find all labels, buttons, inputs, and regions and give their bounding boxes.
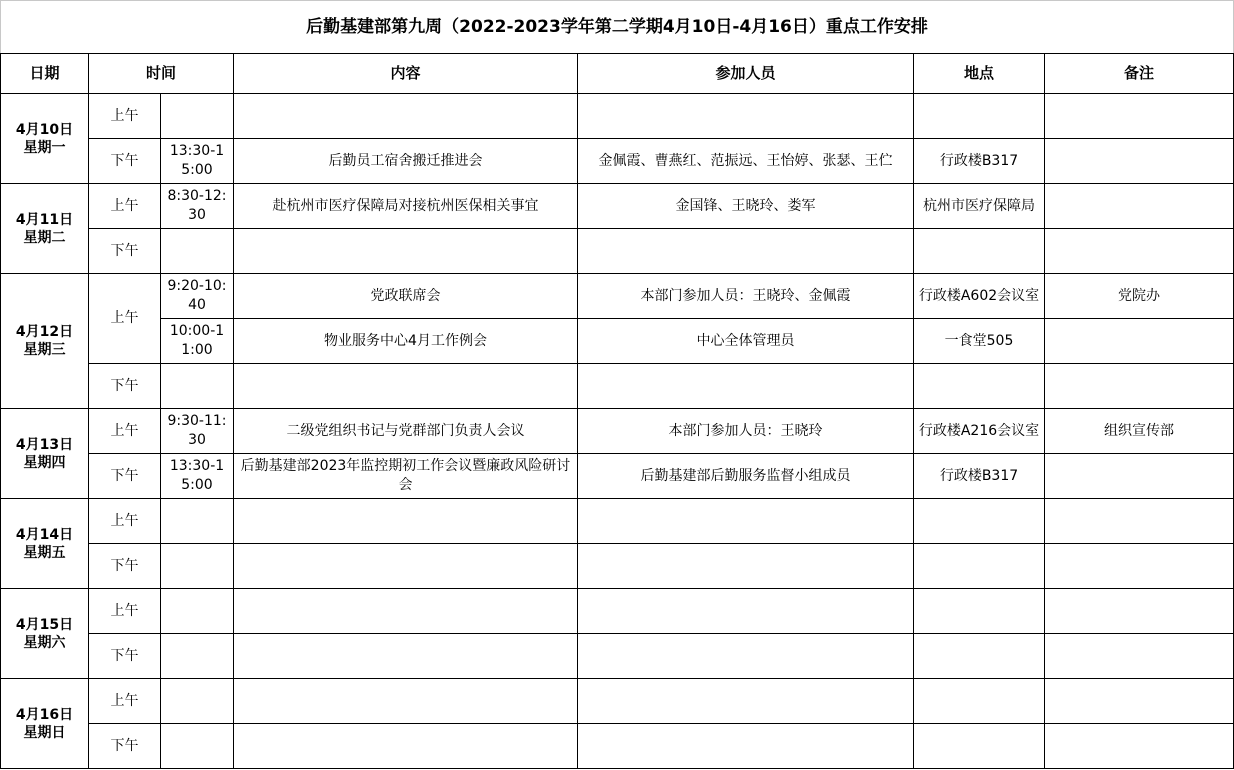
content-cell: 党政联席会 (234, 274, 578, 319)
place-cell (914, 679, 1045, 724)
people-cell: 本部门参加人员：王晓玲 (578, 409, 914, 454)
people-cell: 后勤基建部后勤服务监督小组成员 (578, 454, 914, 499)
note-cell (1045, 364, 1234, 409)
people-cell (578, 499, 914, 544)
people-cell (578, 229, 914, 274)
time-cell (161, 499, 234, 544)
period-cell: 下午 (89, 544, 161, 589)
place-cell (914, 94, 1045, 139)
content-cell (234, 364, 578, 409)
time-cell (161, 229, 234, 274)
note-cell (1045, 319, 1234, 364)
table-row (1, 724, 1234, 769)
time-cell (161, 589, 234, 634)
time-cell: 9:30-11:30 (161, 409, 234, 454)
place-cell (914, 634, 1045, 679)
table-row (1, 319, 1234, 364)
people-cell: 本部门参加人员：王晓玲、金佩霞 (578, 274, 914, 319)
period-cell: 上午 (89, 94, 161, 139)
place-cell: 行政楼B317 (914, 139, 1045, 184)
time-cell: 9:20-10:40 (161, 274, 234, 319)
people-cell (578, 544, 914, 589)
period-cell: 上午 (89, 679, 161, 724)
people-cell: 中心全体管理员 (578, 319, 914, 364)
date-cell: 4月15日 星期六 (1, 589, 89, 679)
content-cell (234, 724, 578, 769)
header-people: 参加人员 (578, 54, 914, 94)
time-cell: 8:30-12:30 (161, 184, 234, 229)
place-cell: 杭州市医疗保障局 (914, 184, 1045, 229)
time-cell (161, 724, 234, 769)
table-row (1, 634, 1234, 679)
place-cell: 行政楼A216会议室 (914, 409, 1045, 454)
time-cell: 13:30-15:00 (161, 454, 234, 499)
place-cell (914, 364, 1045, 409)
people-cell (578, 724, 914, 769)
header-row (1, 54, 1234, 94)
date-cell: 4月14日 星期五 (1, 499, 89, 589)
period-cell: 下午 (89, 634, 161, 679)
note-cell (1045, 139, 1234, 184)
period-cell: 下午 (89, 229, 161, 274)
table-row (1, 229, 1234, 274)
note-cell: 组织宣传部 (1045, 409, 1234, 454)
date-cell: 4月16日 星期日 (1, 679, 89, 769)
note-cell (1045, 229, 1234, 274)
note-cell (1045, 634, 1234, 679)
content-cell: 赴杭州市医疗保障局对接杭州医保相关事宜 (234, 184, 578, 229)
date-cell: 4月10日 星期一 (1, 94, 89, 184)
content-cell (234, 499, 578, 544)
period-cell: 上午 (89, 274, 161, 364)
content-cell (234, 229, 578, 274)
content-cell (234, 634, 578, 679)
note-cell: 党院办 (1045, 274, 1234, 319)
table-row (1, 409, 1234, 454)
people-cell: 金国锋、王晓玲、娄军 (578, 184, 914, 229)
time-cell (161, 679, 234, 724)
content-cell (234, 679, 578, 724)
table-row (1, 544, 1234, 589)
table-row (1, 274, 1234, 319)
place-cell: 行政楼B317 (914, 454, 1045, 499)
header-place: 地点 (914, 54, 1045, 94)
table-row (1, 184, 1234, 229)
date-cell: 4月11日 星期二 (1, 184, 89, 274)
people-cell (578, 679, 914, 724)
period-cell: 上午 (89, 409, 161, 454)
header-content: 内容 (234, 54, 578, 94)
period-cell: 上午 (89, 589, 161, 634)
content-cell (234, 544, 578, 589)
note-cell (1045, 454, 1234, 499)
people-cell: 金佩霞、曹燕红、范振远、王怡婷、张瑟、王伫 (578, 139, 914, 184)
note-cell (1045, 679, 1234, 724)
header-date: 日期 (1, 54, 89, 94)
page-title: 后勤基建部第九周（2022-2023学年第二学期4月10日-4月16日）重点工作安排 (1, 1, 1234, 54)
content-cell: 后勤基建部2023年监控期初工作会议暨廉政风险研讨会 (234, 454, 578, 499)
place-cell (914, 589, 1045, 634)
content-cell: 二级党组织书记与党群部门负责人会议 (234, 409, 578, 454)
time-cell (161, 544, 234, 589)
place-cell: 一食堂505 (914, 319, 1045, 364)
table-row (1, 364, 1234, 409)
period-cell: 下午 (89, 724, 161, 769)
table-row (1, 94, 1234, 139)
content-cell: 物业服务中心4月工作例会 (234, 319, 578, 364)
table-row (1, 499, 1234, 544)
table-row (1, 454, 1234, 499)
period-cell: 下午 (89, 139, 161, 184)
content-cell: 后勤员工宿舍搬迁推进会 (234, 139, 578, 184)
table-row (1, 589, 1234, 634)
header-time: 时间 (89, 54, 234, 94)
period-cell: 下午 (89, 364, 161, 409)
date-cell: 4月12日 星期三 (1, 274, 89, 409)
place-cell (914, 544, 1045, 589)
period-cell: 下午 (89, 454, 161, 499)
people-cell (578, 94, 914, 139)
note-cell (1045, 589, 1234, 634)
time-cell (161, 94, 234, 139)
note-cell (1045, 94, 1234, 139)
note-cell (1045, 499, 1234, 544)
place-cell (914, 724, 1045, 769)
place-cell (914, 229, 1045, 274)
place-cell: 行政楼A602会议室 (914, 274, 1045, 319)
note-cell (1045, 724, 1234, 769)
time-cell: 13:30-15:00 (161, 139, 234, 184)
table-row (1, 679, 1234, 724)
content-cell (234, 589, 578, 634)
content-cell (234, 94, 578, 139)
period-cell: 上午 (89, 184, 161, 229)
people-cell (578, 634, 914, 679)
time-cell (161, 634, 234, 679)
time-cell: 10:00-11:00 (161, 319, 234, 364)
period-cell: 上午 (89, 499, 161, 544)
time-cell (161, 364, 234, 409)
table-row (1, 139, 1234, 184)
note-cell (1045, 544, 1234, 589)
place-cell (914, 499, 1045, 544)
people-cell (578, 589, 914, 634)
header-note: 备注 (1045, 54, 1234, 94)
people-cell (578, 364, 914, 409)
note-cell (1045, 184, 1234, 229)
date-cell: 4月13日 星期四 (1, 409, 89, 499)
